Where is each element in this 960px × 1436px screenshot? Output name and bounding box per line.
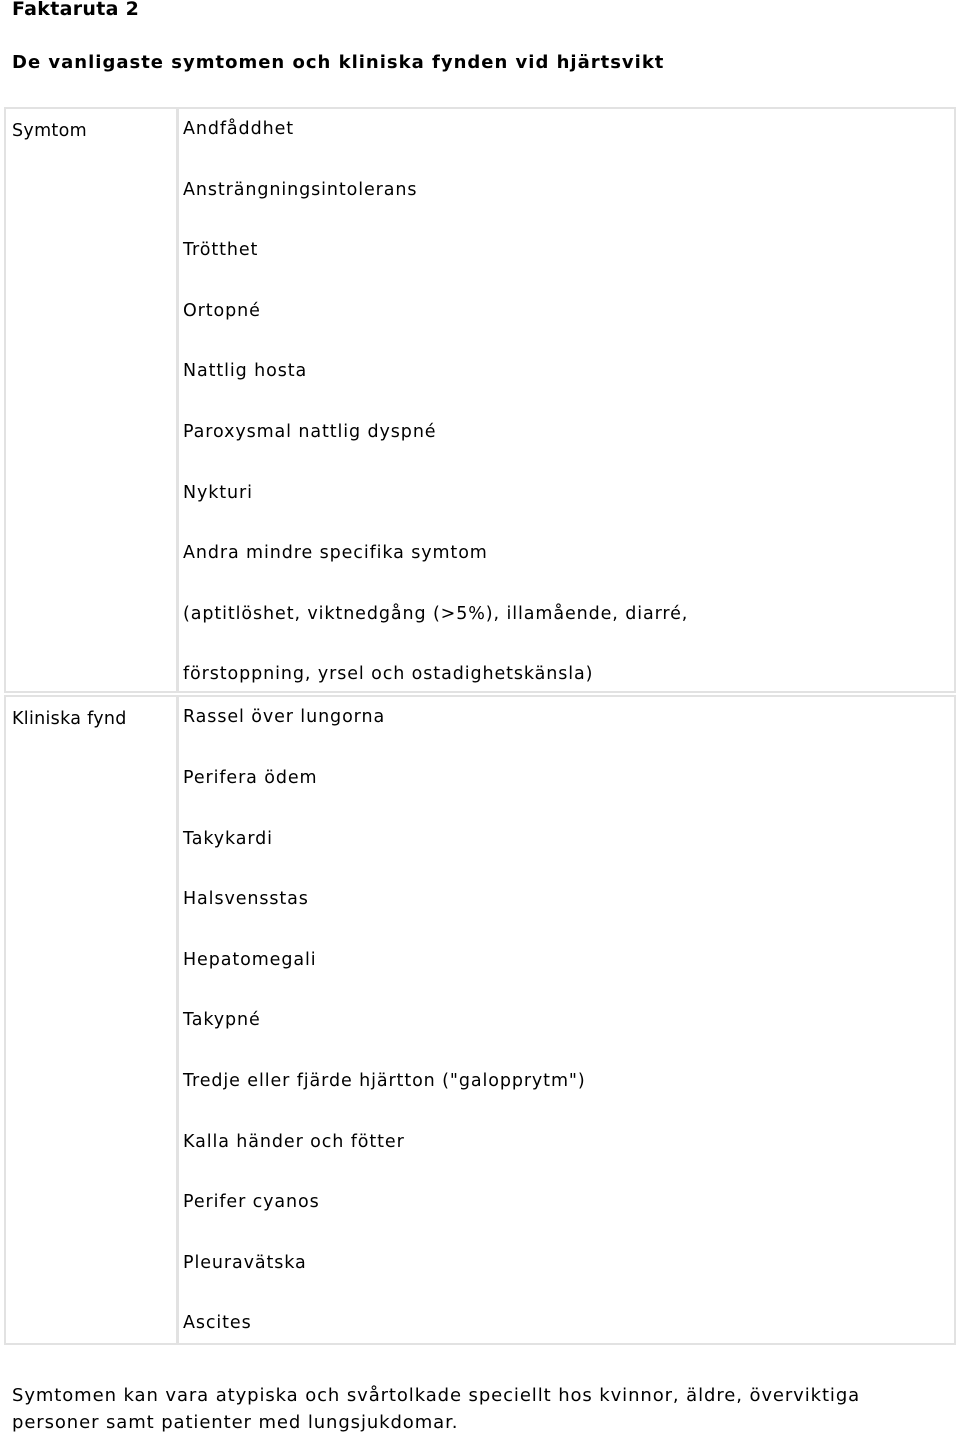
list-item: Ansträngningsintolerans [183,179,418,200]
list-item: Trötthet [183,240,259,261]
list-item: Hepatomegali [183,949,317,970]
list-item: Andfåddhet [183,119,294,139]
symptoms-list [6,109,954,691]
list-item: Takykardi [183,828,273,849]
list-item: Takypné [183,1010,261,1031]
table-row-symptoms [4,107,956,693]
list-item: Perifera ödem [183,767,318,788]
list-item: (aptitlöshet, viktnedgång (>5%), illamående, diarré, [183,603,689,624]
footnote: Symtomen kan vara atypiska och svårtolkade speciellt hos kvinnor, äldre, överviktiga personer samt patienter med lungsjukdomar. [12,1385,861,1433]
list-item: Kalla händer och fötter [183,1131,405,1152]
list-item: Tredje eller fjärde hjärtton ("galopprytm") [183,1070,586,1091]
list-item: Halsvensstas [183,889,309,910]
list-item: Perifer cyanos [183,1192,320,1213]
list-item: Nattlig hosta [183,361,308,382]
list-item: förstoppning, yrsel och ostadighetskänsla) [183,664,594,685]
symptoms-findings-table [4,107,956,1347]
list-item: Ortopné [183,300,261,321]
list-item: Ascites [183,1313,252,1334]
fact-box-heading: De vanligaste symtomen och kliniska fynden vid hjärtsvikt [12,52,665,73]
table-row-findings [4,695,956,1345]
list-item: Andra mindre specifika symtom [183,543,488,564]
findings-list [6,697,954,1343]
list-item: Paroxysmal nattlig dyspné [183,421,437,442]
row-label-findings: Kliniska fynd [12,709,127,730]
fact-box-title: Faktaruta 2 [12,0,140,20]
list-item: Nykturi [183,482,253,503]
list-item: Pleuravätska [183,1252,307,1273]
list-item: Rassel över lungorna [183,707,386,728]
row-label-symptoms: Symtom [12,121,87,141]
